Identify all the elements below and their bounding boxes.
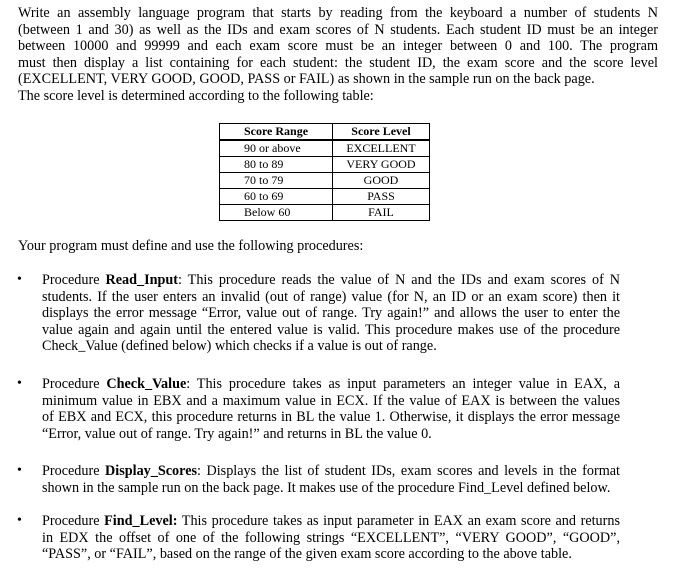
procedure-check-value (42, 376, 620, 442)
cell-score-range: 90 or above (220, 140, 333, 157)
table-row (220, 140, 430, 157)
procedure-line: : This procedure takes as input parameters an integer value in EAX, a (186, 376, 621, 392)
procedure-read-input (42, 272, 620, 355)
header-score-level: Score Level (333, 124, 430, 141)
procedure-prefix: Procedure (42, 513, 105, 529)
cell-score-range: Below 60 (220, 205, 333, 221)
cell-score-level: EXCELLENT (333, 140, 430, 157)
bullet-icon: • (17, 376, 22, 391)
cell-score-range: 80 to 89 (220, 157, 333, 173)
procedure-line: “PASS”, or “FAIL”, based on the range of the given exam score according to the above table. (42, 546, 572, 562)
procedure-prefix: Procedure (42, 376, 107, 392)
procedure-name: Read_Input (105, 272, 179, 288)
procedure-line: “Error, value out of range. Try again!” and returns in BL the value 0. (42, 425, 432, 442)
procedure-display-scores (42, 463, 620, 496)
procedure-line: displays the error message “Error, value out of range. Try again!” and allows the user to enter the (42, 305, 620, 321)
procedure-line: in EDX the offset of one of the following strings “EXCELLENT”, “VERY GOOD”, “GOOD”, (42, 529, 620, 546)
intro-line: between 10000 and 99999 and each exam score must be an integer between 0 and 100. The program (18, 38, 658, 54)
header-score-range: Score Range (220, 124, 333, 141)
bullet-icon: • (17, 272, 22, 287)
cell-score-range: 70 to 79 (220, 173, 333, 189)
procedure-line: : This procedure reads the value of N and the IDs and exam scores of N (178, 272, 620, 288)
table-row (220, 157, 430, 173)
procedure-name: Display_Scores (105, 463, 198, 479)
procedure-name: Find_Level: (104, 513, 178, 529)
procedure-line: value again and again until the entered value is valid. This procedure makes use of the procedure (42, 321, 620, 338)
intro-line: The score level is determined according to the following table: (18, 87, 374, 104)
procedure-line: This procedure takes as input parameter in EAX an exam score and returns (177, 513, 620, 529)
cell-score-range: 60 to 69 (220, 189, 333, 205)
procedures-intro: Your program must define and use the following procedures: (18, 238, 364, 254)
intro-line: must then display a list containing for each student: the student ID, the exam score and the score level (18, 54, 658, 71)
procedure-line: Check_Value (defined below) which checks if a value is out of range. (42, 338, 437, 354)
procedure-prefix: Procedure (42, 463, 106, 479)
table-row (220, 173, 430, 189)
procedure-find-level (42, 513, 620, 563)
procedure-line: shown in the sample run on the back page. It makes use of the procedure Find_Level defined below. (42, 479, 611, 496)
cell-score-level: FAIL (333, 205, 430, 221)
cell-score-level: GOOD (333, 173, 430, 189)
procedure-line: minimum value in EBX and a maximum value in ECX. If the value of EAX is between the values (42, 392, 620, 409)
table-header-row (220, 124, 430, 141)
table-row (220, 189, 430, 205)
intro-paragraph (18, 5, 658, 104)
procedure-line: of EBX and ECX, this procedure returns in BL the value 1. Otherwise, it displays the error message (42, 409, 620, 425)
cell-score-level: PASS (333, 189, 430, 205)
bullet-icon: • (17, 513, 22, 528)
procedure-prefix: Procedure (42, 272, 106, 288)
intro-line: Write an assembly language program that starts by reading from the keyboard a number of students N (18, 5, 658, 21)
procedure-name: Check_Value (106, 376, 187, 392)
procedure-line: students. If the user enters an invalid (out of range) value (for N, an ID or an exam score) then it (42, 288, 620, 305)
table-row (220, 205, 430, 221)
score-level-table (219, 123, 430, 221)
intro-line: (between 1 and 30) as well as the IDs and exam scores of N students. Each student ID must be an integer (18, 21, 658, 38)
bullet-icon: • (17, 463, 22, 478)
procedure-line: : Displays the list of student IDs, exam scores and levels in the format (197, 463, 620, 479)
intro-line: (EXCELLENT, VERY GOOD, GOOD, PASS or FAIL) as shown in the sample run on the back page. (18, 71, 595, 87)
cell-score-level: VERY GOOD (333, 157, 430, 173)
